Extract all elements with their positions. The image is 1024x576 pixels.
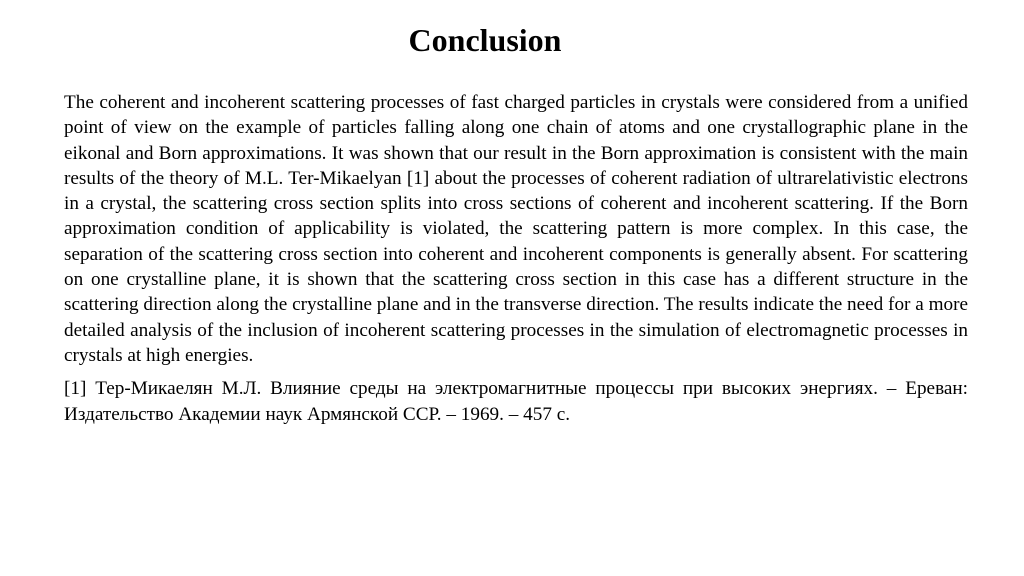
- reference-item: [1] Тер-Микаелян М.Л. Влияние среды на электромагнитные процессы при высоких энергиях. – Ереван: Издательство Академии наук Армянской ССР. – 1969. – 457 с.: [64, 378, 968, 425]
- slide-title: Conclusion: [408, 22, 562, 58]
- slide-body: [64, 90, 968, 427]
- conclusion-paragraph: The coherent and incoherent scattering processes of fast charged particles in crystals were considered from a unified point of view on the example of particles falling along one chain of atoms and one crystallographic plane in the eikonal and Born approximations. It was shown that our result in the Born approximation is consistent with the main results of the theory of M.L. Ter-Mikaelyan [1] about the processes of coherent radiation of ultrarelativistic electrons in a crystal, the scattering cross section splits into cross sections of coherent and incoherent scattering. If the Born approximation condition of applicability is violated, the scattering pattern is more complex. In this case, the separation of the scattering cross section into coherent and incoherent components is generally absent. For scattering on one crystalline plane, it is shown that the scattering cross section in this case has a different structure in the scattering direction along the crystalline plane and in the transverse direction. The results indicate the need for a more detailed analysis of the inclusion of incoherent scattering processes in the simulation of electromagnetic processes in crystals at high energies.: [64, 92, 968, 366]
